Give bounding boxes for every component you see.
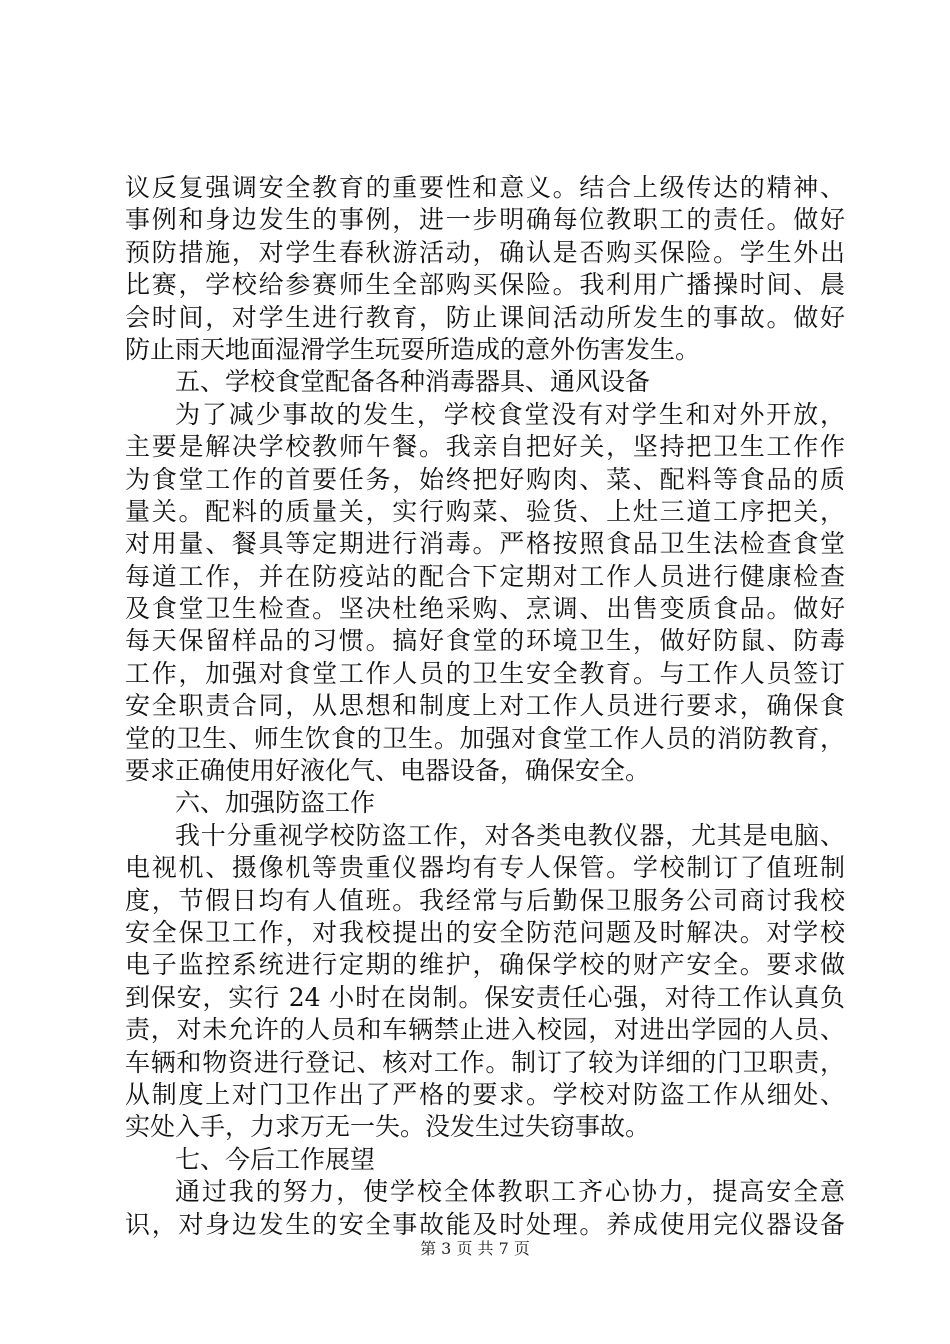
text-line: 安全职责合同，从思想和制度上对工作人员进行要求，确保食 (125, 691, 845, 721)
text-line: 电子监控系统进行定期的维护，确保学校的财产安全。要求做 (125, 950, 845, 980)
text-line: 每道工作，并在防疫站的配合下定期对工作人员进行健康检查 (125, 561, 845, 591)
section-heading-6: 六、加强防盗工作 (175, 788, 376, 818)
text-line: 识，对身边发生的安全事故能及时处理。养成使用完仪器设备 (125, 1209, 845, 1239)
text-line: 安全保卫工作，对我校提出的安全防范问题及时解决。对学校 (125, 917, 845, 947)
text-line: 从制度上对门卫作出了严格的要求。学校对防盗工作从细处、 (125, 1079, 845, 1109)
text-line: 及食堂卫生检查。坚决杜绝采购、烹调、出售变质食品。做好 (125, 594, 845, 624)
text-line: 预防措施，对学生春秋游活动，确认是否购买保险。学生外出 (125, 237, 845, 267)
text-line: 议反复强调安全教育的重要性和意义。结合上级传达的精神、 (125, 173, 845, 202)
text-line: 到保安，实行 24 小时在岗制。保安责任心强，对待工作认真负 (125, 982, 845, 1012)
text-line: 堂的卫生、师生饮食的卫生。加强对食堂工作人员的消防教育， (125, 723, 845, 753)
document-body (125, 172, 845, 1241)
text-line: 主要是解决学校教师午餐。我亲自把好关，坚持把卫生工作作 (125, 432, 845, 462)
paragraph-start: 我十分重视学校防盗工作，对各类电教仪器，尤其是电脑、 (175, 820, 845, 850)
text-line: 要求正确使用好液化气、电器设备，确保安全。 (125, 756, 651, 786)
section-heading-7: 七、今后工作展望 (175, 1144, 376, 1174)
text-line: 为食堂工作的首要任务，始终把好购肉、菜、配料等食品的质 (125, 464, 845, 494)
text-line: 车辆和物资进行登记、核对工作。制订了较为详细的门卫职责， (125, 1047, 845, 1077)
text-line: 防止雨天地面湿滑学生玩耍所造成的意外伤害发生。 (125, 334, 701, 364)
text-line: 事例和身边发生的事例，进一步明确每位教职工的责任。做好 (125, 205, 845, 235)
text-line: 电视机、摄像机等贵重仪器均有专人保管。学校制订了值班制 (125, 853, 845, 883)
paragraph-start: 通过我的努力，使学校全体教职工齐心协力，提高安全意 (175, 1177, 845, 1207)
text-line: 责，对未允许的人员和车辆禁止进入校园，对进出学园的人员、 (125, 1015, 845, 1045)
text-line: 度，节假日均有人值班。我经常与后勤保卫服务公司商讨我校 (125, 885, 845, 915)
paragraph-start: 为了减少事故的发生，学校食堂没有对学生和对外开放， (175, 399, 845, 429)
text-line: 比赛，学校给参赛师生全部购买保险。我利用广播操时间、晨 (125, 270, 845, 300)
text-line: 每天保留样品的习惯。搞好食堂的环境卫生，做好防鼠、防毒 (125, 626, 845, 656)
text-line: 实处入手，力求万无一失。没发生过失窃事故。 (125, 1112, 651, 1142)
section-heading-5: 五、学校食堂配备各种消毒器具、通风设备 (175, 367, 651, 397)
page-number-footer: 第 3 页 共 7 页 (420, 1239, 530, 1258)
text-line: 量关。配料的质量关，实行购菜、验货、上灶三道工序把关， (125, 496, 845, 526)
text-line: 工作，加强对食堂工作人员的卫生安全教育。与工作人员签订 (125, 658, 845, 688)
text-line: 会时间，对学生进行教育，防止课间活动所发生的事故。做好 (125, 302, 845, 332)
text-line: 对用量、餐具等定期进行消毒。严格按照食品卫生法检查食堂 (125, 529, 845, 559)
